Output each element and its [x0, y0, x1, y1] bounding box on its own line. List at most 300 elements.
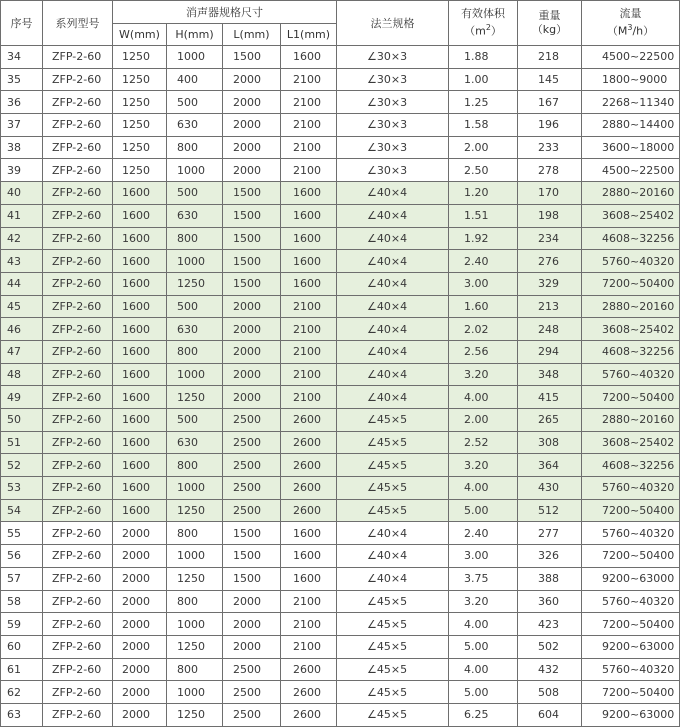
cell-no: 40 — [1, 182, 43, 205]
cell-flow: 4500~22500 — [582, 159, 680, 182]
cell-flow: 7200~50400 — [582, 681, 680, 704]
cell-flange: ∠30×3 — [337, 136, 449, 159]
cell-weight: 278 — [518, 159, 582, 182]
cell-flow: 3608~25402 — [582, 204, 680, 227]
cell-weight: 196 — [518, 114, 582, 137]
cell-h: 1000 — [167, 477, 223, 500]
cell-no: 36 — [1, 91, 43, 114]
cell-l: 2500 — [223, 703, 281, 726]
cell-flow: 4608~32256 — [582, 340, 680, 363]
cell-weight: 308 — [518, 431, 582, 454]
table-row — [1, 522, 680, 545]
cell-flow: 7200~50400 — [582, 386, 680, 409]
cell-flange: ∠40×4 — [337, 227, 449, 250]
cell-w: 1600 — [113, 340, 167, 363]
cell-weight: 364 — [518, 454, 582, 477]
cell-l1: 1600 — [281, 46, 337, 69]
cell-no: 50 — [1, 409, 43, 432]
cell-l: 2500 — [223, 477, 281, 500]
cell-w: 2000 — [113, 681, 167, 704]
cell-weight: 198 — [518, 204, 582, 227]
cell-area: 1.92 — [449, 227, 518, 250]
cell-l: 2000 — [223, 613, 281, 636]
cell-w: 1600 — [113, 318, 167, 341]
cell-flange: ∠40×4 — [337, 386, 449, 409]
cell-w: 1600 — [113, 250, 167, 273]
cell-h: 1000 — [167, 545, 223, 568]
cell-no: 42 — [1, 227, 43, 250]
cell-h: 1000 — [167, 159, 223, 182]
cell-h: 1250 — [167, 272, 223, 295]
cell-flow: 2880~20160 — [582, 409, 680, 432]
cell-h: 1000 — [167, 46, 223, 69]
col-header-no: 序号 — [1, 1, 43, 46]
cell-no: 41 — [1, 204, 43, 227]
table-row — [1, 386, 680, 409]
cell-l: 1500 — [223, 567, 281, 590]
cell-model: ZFP-2-60 — [43, 340, 113, 363]
cell-area: 1.00 — [449, 68, 518, 91]
cell-flange: ∠45×5 — [337, 431, 449, 454]
cell-w: 1600 — [113, 454, 167, 477]
cell-area: 4.00 — [449, 477, 518, 500]
col-header-weight — [518, 1, 582, 46]
cell-flange: ∠45×5 — [337, 703, 449, 726]
col-header-flow-unit-post: /h） — [632, 24, 655, 38]
cell-weight: 348 — [518, 363, 582, 386]
cell-model: ZFP-2-60 — [43, 182, 113, 205]
cell-h: 1000 — [167, 250, 223, 273]
cell-model: ZFP-2-60 — [43, 136, 113, 159]
cell-model: ZFP-2-60 — [43, 91, 113, 114]
table-row — [1, 204, 680, 227]
cell-l: 1500 — [223, 250, 281, 273]
cell-no: 57 — [1, 567, 43, 590]
cell-flange: ∠45×5 — [337, 454, 449, 477]
cell-area: 4.00 — [449, 658, 518, 681]
table-row — [1, 658, 680, 681]
cell-l: 2000 — [223, 295, 281, 318]
cell-model: ZFP-2-60 — [43, 703, 113, 726]
cell-flange: ∠45×5 — [337, 499, 449, 522]
cell-h: 630 — [167, 431, 223, 454]
cell-w: 1250 — [113, 46, 167, 69]
cell-weight: 276 — [518, 250, 582, 273]
cell-h: 800 — [167, 522, 223, 545]
cell-h: 800 — [167, 340, 223, 363]
cell-l1: 2600 — [281, 658, 337, 681]
cell-no: 39 — [1, 159, 43, 182]
cell-flange: ∠40×4 — [337, 363, 449, 386]
cell-l1: 2100 — [281, 114, 337, 137]
table-header — [1, 1, 680, 46]
cell-area: 2.02 — [449, 318, 518, 341]
cell-weight: 326 — [518, 545, 582, 568]
cell-h: 800 — [167, 454, 223, 477]
cell-w: 2000 — [113, 658, 167, 681]
cell-model: ZFP-2-60 — [43, 46, 113, 69]
cell-no: 58 — [1, 590, 43, 613]
cell-l: 2500 — [223, 681, 281, 704]
cell-area: 5.00 — [449, 499, 518, 522]
cell-w: 1600 — [113, 499, 167, 522]
table-row — [1, 318, 680, 341]
cell-model: ZFP-2-60 — [43, 204, 113, 227]
cell-weight: 329 — [518, 272, 582, 295]
cell-flange: ∠40×4 — [337, 250, 449, 273]
col-header-flow-unit-pre: （M — [606, 24, 628, 38]
cell-flange: ∠45×5 — [337, 590, 449, 613]
cell-h: 500 — [167, 295, 223, 318]
cell-w: 1250 — [113, 68, 167, 91]
cell-area: 1.20 — [449, 182, 518, 205]
cell-weight: 360 — [518, 590, 582, 613]
cell-weight: 423 — [518, 613, 582, 636]
cell-l1: 2600 — [281, 681, 337, 704]
cell-l1: 2100 — [281, 363, 337, 386]
cell-l: 2500 — [223, 499, 281, 522]
cell-h: 1250 — [167, 499, 223, 522]
cell-weight: 277 — [518, 522, 582, 545]
cell-l: 2000 — [223, 590, 281, 613]
cell-l: 2500 — [223, 454, 281, 477]
cell-weight: 430 — [518, 477, 582, 500]
cell-l: 1500 — [223, 522, 281, 545]
cell-w: 2000 — [113, 522, 167, 545]
cell-area: 6.25 — [449, 703, 518, 726]
col-header-flow-label: 流量 — [619, 7, 642, 21]
cell-no: 49 — [1, 386, 43, 409]
cell-no: 34 — [1, 46, 43, 69]
cell-area: 2.40 — [449, 522, 518, 545]
cell-w: 1600 — [113, 204, 167, 227]
cell-l1: 2100 — [281, 68, 337, 91]
col-header-area — [449, 1, 518, 46]
cell-w: 2000 — [113, 590, 167, 613]
cell-flange: ∠30×3 — [337, 46, 449, 69]
cell-h: 500 — [167, 182, 223, 205]
cell-weight: 388 — [518, 567, 582, 590]
cell-l1: 2600 — [281, 409, 337, 432]
cell-model: ZFP-2-60 — [43, 545, 113, 568]
table-row — [1, 91, 680, 114]
col-header-area-label: 有效体积 — [461, 7, 505, 21]
cell-no: 53 — [1, 477, 43, 500]
cell-l: 2000 — [223, 340, 281, 363]
cell-h: 630 — [167, 204, 223, 227]
cell-l1: 2100 — [281, 635, 337, 658]
cell-l: 1500 — [223, 272, 281, 295]
table-row — [1, 363, 680, 386]
cell-area: 1.25 — [449, 91, 518, 114]
cell-flange: ∠40×4 — [337, 182, 449, 205]
cell-area: 2.56 — [449, 340, 518, 363]
cell-model: ZFP-2-60 — [43, 272, 113, 295]
cell-no: 59 — [1, 613, 43, 636]
cell-h: 400 — [167, 68, 223, 91]
cell-l: 2000 — [223, 363, 281, 386]
cell-flow: 9200~63000 — [582, 703, 680, 726]
cell-l1: 1600 — [281, 250, 337, 273]
cell-model: ZFP-2-60 — [43, 363, 113, 386]
cell-flange: ∠30×3 — [337, 114, 449, 137]
col-header-flow — [582, 1, 680, 46]
cell-flange: ∠40×4 — [337, 272, 449, 295]
cell-w: 1600 — [113, 272, 167, 295]
cell-model: ZFP-2-60 — [43, 68, 113, 91]
cell-l1: 2100 — [281, 318, 337, 341]
cell-h: 1250 — [167, 386, 223, 409]
cell-l1: 2100 — [281, 340, 337, 363]
table-body — [1, 46, 680, 727]
cell-flow: 4608~32256 — [582, 454, 680, 477]
col-header-weight-unit: （kg） — [531, 23, 568, 36]
table-row — [1, 159, 680, 182]
cell-flow: 2880~20160 — [582, 182, 680, 205]
cell-h: 800 — [167, 590, 223, 613]
cell-no: 47 — [1, 340, 43, 363]
cell-flange: ∠45×5 — [337, 477, 449, 500]
cell-h: 1000 — [167, 363, 223, 386]
cell-no: 63 — [1, 703, 43, 726]
cell-model: ZFP-2-60 — [43, 477, 113, 500]
cell-model: ZFP-2-60 — [43, 159, 113, 182]
cell-flow: 5760~40320 — [582, 590, 680, 613]
table-row — [1, 227, 680, 250]
cell-l1: 2600 — [281, 703, 337, 726]
cell-no: 43 — [1, 250, 43, 273]
table-row — [1, 477, 680, 500]
cell-l1: 1600 — [281, 567, 337, 590]
cell-flow: 5760~40320 — [582, 363, 680, 386]
cell-l1: 2600 — [281, 499, 337, 522]
cell-l: 1500 — [223, 227, 281, 250]
header-row-top — [1, 1, 680, 24]
col-header-flange: 法兰规格 — [337, 1, 449, 46]
cell-w: 2000 — [113, 613, 167, 636]
cell-no: 37 — [1, 114, 43, 137]
table-row — [1, 681, 680, 704]
cell-l: 1500 — [223, 182, 281, 205]
cell-model: ZFP-2-60 — [43, 114, 113, 137]
cell-l: 2500 — [223, 431, 281, 454]
cell-h: 500 — [167, 409, 223, 432]
cell-model: ZFP-2-60 — [43, 522, 113, 545]
cell-no: 48 — [1, 363, 43, 386]
cell-flow: 3608~25402 — [582, 318, 680, 341]
cell-w: 1600 — [113, 363, 167, 386]
cell-no: 52 — [1, 454, 43, 477]
cell-flange: ∠40×4 — [337, 204, 449, 227]
table-row — [1, 250, 680, 273]
cell-no: 60 — [1, 635, 43, 658]
cell-l: 2000 — [223, 635, 281, 658]
cell-area: 2.00 — [449, 409, 518, 432]
table-row — [1, 454, 680, 477]
cell-l: 2500 — [223, 658, 281, 681]
cell-l1: 1600 — [281, 227, 337, 250]
cell-l1: 2100 — [281, 613, 337, 636]
cell-h: 1000 — [167, 613, 223, 636]
cell-model: ZFP-2-60 — [43, 681, 113, 704]
cell-h: 800 — [167, 136, 223, 159]
cell-flow: 2880~14400 — [582, 114, 680, 137]
col-header-area-unit-post: ） — [490, 24, 502, 38]
table-row — [1, 136, 680, 159]
cell-l: 1500 — [223, 204, 281, 227]
cell-weight: 294 — [518, 340, 582, 363]
table-row — [1, 295, 680, 318]
cell-weight: 213 — [518, 295, 582, 318]
cell-weight: 508 — [518, 681, 582, 704]
cell-l: 2000 — [223, 68, 281, 91]
col-header-area-unit-sup: 2 — [485, 23, 491, 33]
cell-w: 1600 — [113, 295, 167, 318]
cell-flange: ∠45×5 — [337, 409, 449, 432]
cell-l1: 2100 — [281, 386, 337, 409]
cell-flow: 5760~40320 — [582, 658, 680, 681]
cell-l1: 1600 — [281, 182, 337, 205]
cell-h: 500 — [167, 91, 223, 114]
cell-flange: ∠45×5 — [337, 681, 449, 704]
cell-no: 62 — [1, 681, 43, 704]
cell-no: 38 — [1, 136, 43, 159]
cell-flange: ∠45×5 — [337, 658, 449, 681]
cell-h: 1250 — [167, 703, 223, 726]
table-row — [1, 703, 680, 726]
col-header-l1: L1(mm) — [281, 24, 337, 46]
table-row — [1, 499, 680, 522]
cell-w: 2000 — [113, 703, 167, 726]
cell-l: 2000 — [223, 159, 281, 182]
table-row — [1, 567, 680, 590]
cell-flow: 9200~63000 — [582, 567, 680, 590]
cell-model: ZFP-2-60 — [43, 409, 113, 432]
cell-flange: ∠30×3 — [337, 159, 449, 182]
cell-w: 1600 — [113, 386, 167, 409]
table-row — [1, 635, 680, 658]
cell-area: 1.88 — [449, 46, 518, 69]
col-header-weight-label: 重量 — [538, 9, 561, 22]
cell-w: 2000 — [113, 545, 167, 568]
cell-flange: ∠40×4 — [337, 318, 449, 341]
cell-model: ZFP-2-60 — [43, 567, 113, 590]
cell-area: 1.58 — [449, 114, 518, 137]
cell-no: 35 — [1, 68, 43, 91]
cell-area: 2.52 — [449, 431, 518, 454]
cell-h: 630 — [167, 114, 223, 137]
cell-model: ZFP-2-60 — [43, 590, 113, 613]
col-header-flow-unit-sup: 3 — [627, 23, 633, 33]
cell-flange: ∠40×4 — [337, 567, 449, 590]
table-row — [1, 613, 680, 636]
cell-w: 1600 — [113, 477, 167, 500]
cell-l: 1500 — [223, 46, 281, 69]
table-row — [1, 46, 680, 69]
cell-l1: 1600 — [281, 545, 337, 568]
cell-model: ZFP-2-60 — [43, 431, 113, 454]
cell-w: 1600 — [113, 409, 167, 432]
cell-area: 5.00 — [449, 681, 518, 704]
cell-area: 4.00 — [449, 613, 518, 636]
cell-l1: 2100 — [281, 295, 337, 318]
cell-flow: 7200~50400 — [582, 545, 680, 568]
cell-l1: 2600 — [281, 477, 337, 500]
cell-area: 1.60 — [449, 295, 518, 318]
cell-h: 630 — [167, 318, 223, 341]
cell-weight: 170 — [518, 182, 582, 205]
cell-h: 1250 — [167, 567, 223, 590]
cell-model: ZFP-2-60 — [43, 386, 113, 409]
cell-area: 5.00 — [449, 635, 518, 658]
cell-no: 45 — [1, 295, 43, 318]
table-row — [1, 340, 680, 363]
cell-flange: ∠40×4 — [337, 340, 449, 363]
cell-weight: 265 — [518, 409, 582, 432]
cell-weight: 145 — [518, 68, 582, 91]
cell-no: 44 — [1, 272, 43, 295]
cell-h: 1250 — [167, 635, 223, 658]
cell-model: ZFP-2-60 — [43, 499, 113, 522]
cell-model: ZFP-2-60 — [43, 250, 113, 273]
table-row — [1, 68, 680, 91]
cell-weight: 233 — [518, 136, 582, 159]
cell-flow: 2880~20160 — [582, 295, 680, 318]
col-header-h: H(mm) — [167, 24, 223, 46]
cell-w: 1600 — [113, 227, 167, 250]
cell-l1: 2100 — [281, 91, 337, 114]
cell-weight: 604 — [518, 703, 582, 726]
cell-l1: 2600 — [281, 431, 337, 454]
cell-area: 3.20 — [449, 454, 518, 477]
cell-model: ZFP-2-60 — [43, 295, 113, 318]
cell-weight: 512 — [518, 499, 582, 522]
cell-w: 1250 — [113, 91, 167, 114]
cell-flange: ∠40×4 — [337, 545, 449, 568]
cell-model: ZFP-2-60 — [43, 318, 113, 341]
cell-weight: 415 — [518, 386, 582, 409]
cell-flange: ∠45×5 — [337, 635, 449, 658]
cell-flow: 3600~18000 — [582, 136, 680, 159]
cell-flow: 3608~25402 — [582, 431, 680, 454]
cell-flow: 5760~40320 — [582, 477, 680, 500]
cell-model: ZFP-2-60 — [43, 613, 113, 636]
cell-weight: 248 — [518, 318, 582, 341]
cell-no: 61 — [1, 658, 43, 681]
cell-weight: 218 — [518, 46, 582, 69]
cell-no: 54 — [1, 499, 43, 522]
cell-model: ZFP-2-60 — [43, 227, 113, 250]
cell-flow: 9200~63000 — [582, 635, 680, 658]
cell-l1: 1600 — [281, 272, 337, 295]
col-header-dimensions: 消声器规格尺寸 — [113, 1, 337, 24]
cell-flange: ∠40×4 — [337, 295, 449, 318]
cell-model: ZFP-2-60 — [43, 658, 113, 681]
cell-weight: 234 — [518, 227, 582, 250]
cell-flow: 7200~50400 — [582, 499, 680, 522]
table-row — [1, 182, 680, 205]
col-header-area-unit-pre: （m — [464, 24, 486, 38]
table-row — [1, 431, 680, 454]
cell-flow: 7200~50400 — [582, 272, 680, 295]
cell-w: 1250 — [113, 114, 167, 137]
cell-area: 3.00 — [449, 272, 518, 295]
cell-weight: 502 — [518, 635, 582, 658]
cell-flange: ∠40×4 — [337, 522, 449, 545]
cell-no: 56 — [1, 545, 43, 568]
cell-area: 2.50 — [449, 159, 518, 182]
cell-flange: ∠45×5 — [337, 613, 449, 636]
